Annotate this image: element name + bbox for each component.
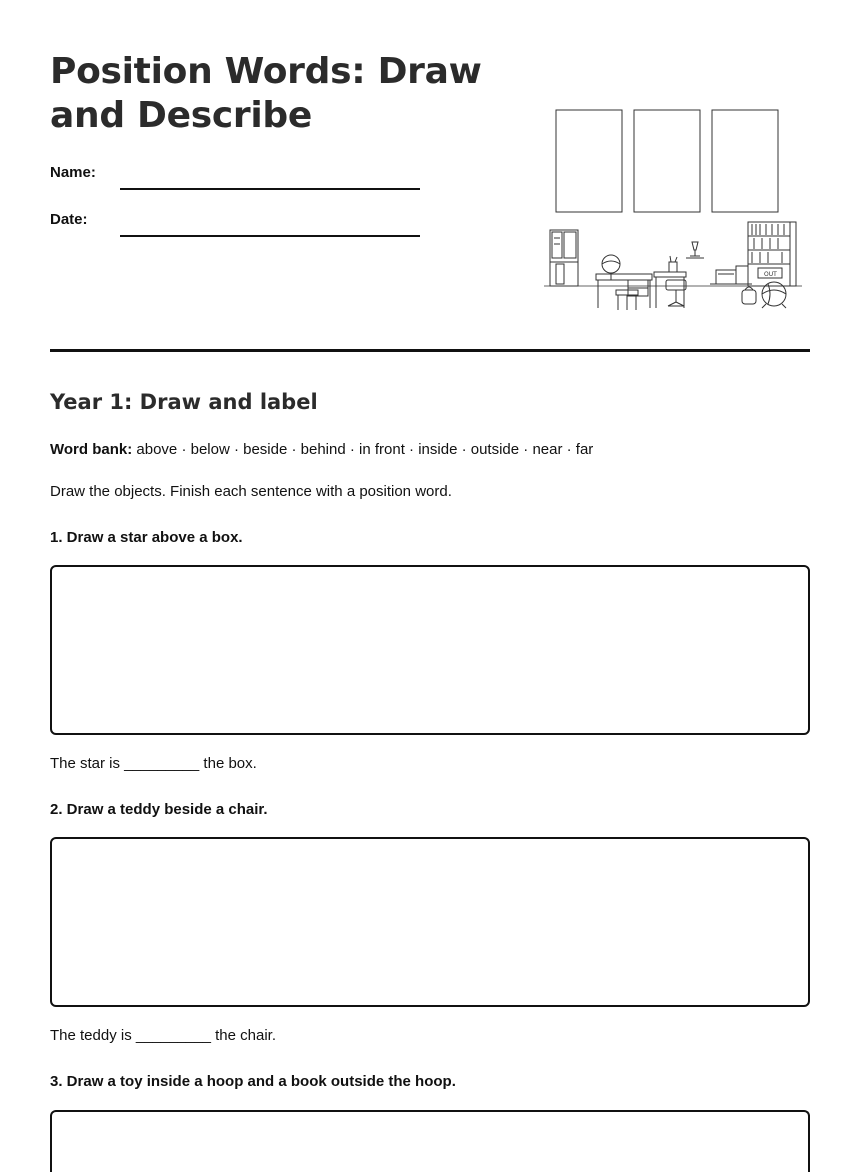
backpack-icon — [742, 287, 756, 304]
poster-right-icon — [712, 110, 778, 212]
name-label: Name: — [50, 164, 96, 181]
worksheet-header — [50, 0, 810, 352]
question-2-sentence: The teddy is _________ the chair. — [50, 1027, 276, 1044]
question-1-title: 1. Draw a star above a box. — [50, 529, 243, 546]
date-field — [50, 211, 420, 231]
section-title: Year 1: Draw and label — [50, 390, 318, 414]
question-1-sentence: The star is _________ the box. — [50, 755, 257, 772]
stool-icon — [616, 290, 638, 310]
cabinet-icon — [550, 230, 578, 286]
date-write-line[interactable] — [120, 235, 420, 237]
question-3-draw-box[interactable] — [50, 1110, 810, 1172]
instructions: Draw the objects. Finish each sentence with a position word. — [50, 483, 452, 500]
question-1-draw-box[interactable] — [50, 565, 810, 735]
page-title: Position Words: Draw and Describe — [50, 51, 482, 136]
trophy-icon — [686, 242, 704, 258]
question-2-title: 2. Draw a teddy beside a chair. — [50, 801, 268, 818]
bookshelf-icon — [748, 222, 796, 286]
question-2-draw-box[interactable] — [50, 837, 810, 1007]
name-write-line[interactable] — [120, 188, 420, 190]
chair-icon — [666, 280, 686, 306]
poster-middle-icon — [634, 110, 700, 212]
globe-icon — [602, 255, 620, 280]
name-field — [50, 164, 420, 184]
word-bank — [50, 441, 593, 458]
word-bank-label: Word bank: — [50, 441, 133, 458]
worksheet-page — [50, 0, 810, 1090]
out-sign-text: OUT — [764, 271, 777, 278]
crates-icon — [710, 266, 752, 284]
date-label: Date: — [50, 211, 88, 228]
classroom-illustration-icon — [542, 104, 804, 316]
question-3-title: 3. Draw a toy inside a hoop and a book outside the hoop. — [50, 1073, 456, 1090]
header-divider — [50, 349, 810, 352]
poster-left-icon — [556, 110, 622, 212]
pencil-cup-icon — [669, 256, 677, 272]
word-bank-words: above · below · beside · behind · in front · inside · outside · near · far — [136, 441, 594, 458]
desk-icon — [596, 274, 652, 308]
